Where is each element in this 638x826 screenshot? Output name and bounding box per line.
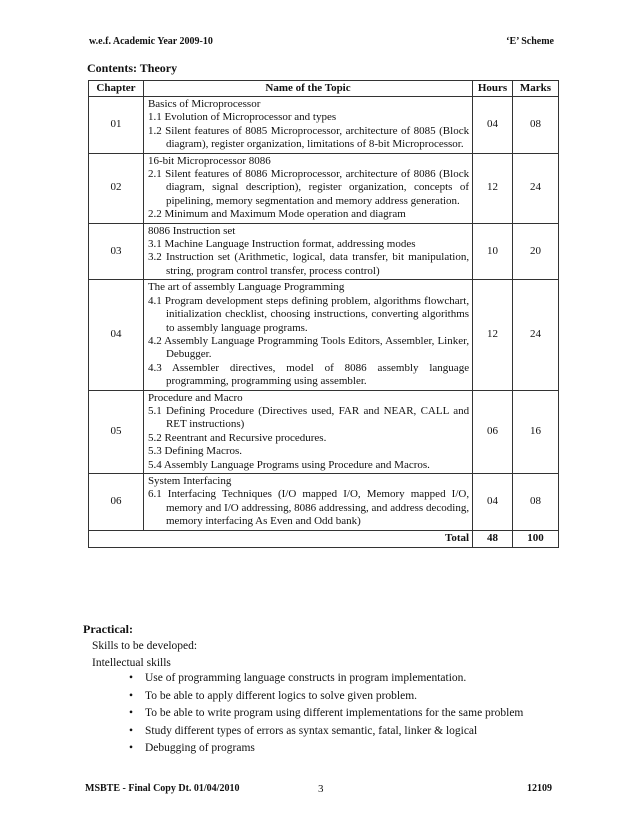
marks-value: 24 — [513, 280, 559, 390]
chapter-number: 03 — [89, 223, 144, 280]
topic-subitem: 5.1 Defining Procedure (Directives used, FAR and NEAR, CALL and RET instructions) — [147, 404, 470, 431]
skill-item — [125, 688, 523, 706]
skill-item — [125, 740, 523, 758]
page-number: 3 — [318, 783, 324, 795]
bullet-icon: • — [129, 724, 134, 737]
table-row — [89, 223, 559, 280]
hours-value: 04 — [473, 473, 513, 530]
topic-cell — [143, 97, 472, 154]
topic-subitem: 1.2 Silent features of 8085 Microprocessor, architecture of 8085 (Block diagram), register organization, limitations of 8-bit Microprocessor. — [147, 124, 470, 151]
topic-title: 8086 Instruction set — [147, 224, 236, 237]
chapter-number: 05 — [89, 390, 144, 473]
topic-subitem: 4.3 Assembler directives, model of 8086 assembly language programming, programming using assembler. — [147, 361, 470, 388]
marks-value: 08 — [513, 97, 559, 154]
topic-subitem: 5.2 Reentrant and Recursive procedures. — [147, 431, 327, 444]
chapter-number: 01 — [89, 97, 144, 154]
table-row — [89, 153, 559, 223]
topic-subitem: 5.3 Defining Macros. — [147, 445, 243, 458]
total-hours: 48 — [473, 530, 513, 547]
bullet-icon: • — [129, 689, 134, 702]
marks-value: 20 — [513, 223, 559, 280]
topic-title: System Interfacing — [147, 474, 232, 487]
topic-subitem: 3.2 Instruction set (Arithmetic, logical, data transfer, bit manipulation, string, program control transfer, process control) — [147, 251, 470, 277]
table-row — [89, 473, 559, 530]
header-academic-year: w.e.f. Academic Year 2009-10 — [89, 36, 213, 47]
topic-cell — [143, 473, 472, 530]
total-row — [89, 530, 559, 547]
hours-value: 12 — [473, 153, 513, 223]
table-row — [89, 390, 559, 473]
footer-code: 12109 — [527, 783, 552, 794]
topic-title: Procedure and Macro — [147, 391, 243, 404]
total-label: Total — [89, 530, 473, 547]
hours-value: 06 — [473, 390, 513, 473]
topic-cell — [143, 223, 472, 280]
table-row — [89, 280, 559, 390]
table-row — [89, 97, 559, 154]
skill-item — [125, 723, 523, 741]
skills-heading: Skills to be developed: — [92, 640, 198, 652]
skill-text: Debugging of programs — [145, 742, 255, 754]
topic-subitem: 4.1 Program development steps defining problem, algorithms flowchart, initialization checklist, choosing instructions, converting algorithms to assembly language programs. — [147, 294, 470, 334]
topic-subitem: 1.1 Evolution of Microprocessor and types — [147, 111, 337, 124]
intellectual-skills-heading: Intellectual skills — [92, 657, 171, 669]
hours-value: 12 — [473, 280, 513, 390]
header-chapter: Chapter — [89, 81, 144, 97]
topic-title: The art of assembly Language Programming — [147, 281, 345, 294]
topic-title: 16-bit Microprocessor 8086 — [147, 154, 271, 167]
syllabus-table — [88, 80, 559, 548]
bullet-icon: • — [129, 742, 134, 754]
skill-item — [125, 670, 523, 688]
topic-subitem: 6.1 Interfacing Techniques (I/O mapped I/O, Memory mapped I/O, memory and I/O addressing, 8086 addressing, and address decoding, memory interfacing As Even and Odd bank) — [147, 488, 470, 528]
marks-value: 24 — [513, 153, 559, 223]
skill-text: Study different types of errors as syntax semantic, fatal, linker & logical — [145, 724, 478, 737]
hours-value: 10 — [473, 223, 513, 280]
topic-subitem: 2.2 Minimum and Maximum Mode operation and diagram — [147, 208, 406, 221]
topic-subitem: 5.4 Assembly Language Programs using Procedure and Macros. — [147, 458, 430, 471]
topic-subitem: 4.2 Assembly Language Programming Tools Editors, Assembler, Linker, Debugger. — [147, 334, 470, 361]
table-body — [89, 97, 559, 531]
header-topic: Name of the Topic — [143, 81, 472, 97]
table-header-row — [89, 81, 559, 97]
chapter-number: 02 — [89, 153, 144, 223]
topic-cell — [143, 390, 472, 473]
marks-value: 16 — [513, 390, 559, 473]
topic-cell — [143, 153, 472, 223]
skill-text: To be able to apply different logics to solve given problem. — [145, 689, 418, 702]
topic-subitem: 3.1 Machine Language Instruction format, addressing modes — [147, 238, 416, 251]
skill-text: Use of programming language constructs in program implementation. — [145, 672, 467, 684]
hours-value: 04 — [473, 97, 513, 154]
skills-list — [125, 670, 523, 758]
bullet-icon: • — [129, 707, 134, 719]
footer-copy-date: MSBTE - Final Copy Dt. 01/04/2010 — [85, 783, 240, 794]
header-marks: Marks — [513, 81, 559, 97]
topic-subitem: 2.1 Silent features of 8086 Microprocessor, architecture of 8086 (Block diagram, signal description), register organization, concepts of pipelining, memory segmentation and memory address generation. — [147, 168, 470, 207]
contents-title: Contents: Theory — [87, 61, 178, 75]
header-hours: Hours — [473, 81, 513, 97]
header-scheme: ‘E’ Scheme — [506, 36, 554, 47]
skill-text: To be able to write program using different implementations for the same problem — [145, 707, 524, 719]
topic-title: Basics of Microprocessor — [147, 98, 261, 110]
bullet-icon: • — [129, 672, 134, 684]
chapter-number: 04 — [89, 280, 144, 390]
total-marks: 100 — [513, 530, 559, 547]
chapter-number: 06 — [89, 473, 144, 530]
practical-title: Practical: — [83, 622, 133, 636]
marks-value: 08 — [513, 473, 559, 530]
skill-item — [125, 705, 523, 723]
topic-cell — [143, 280, 472, 390]
